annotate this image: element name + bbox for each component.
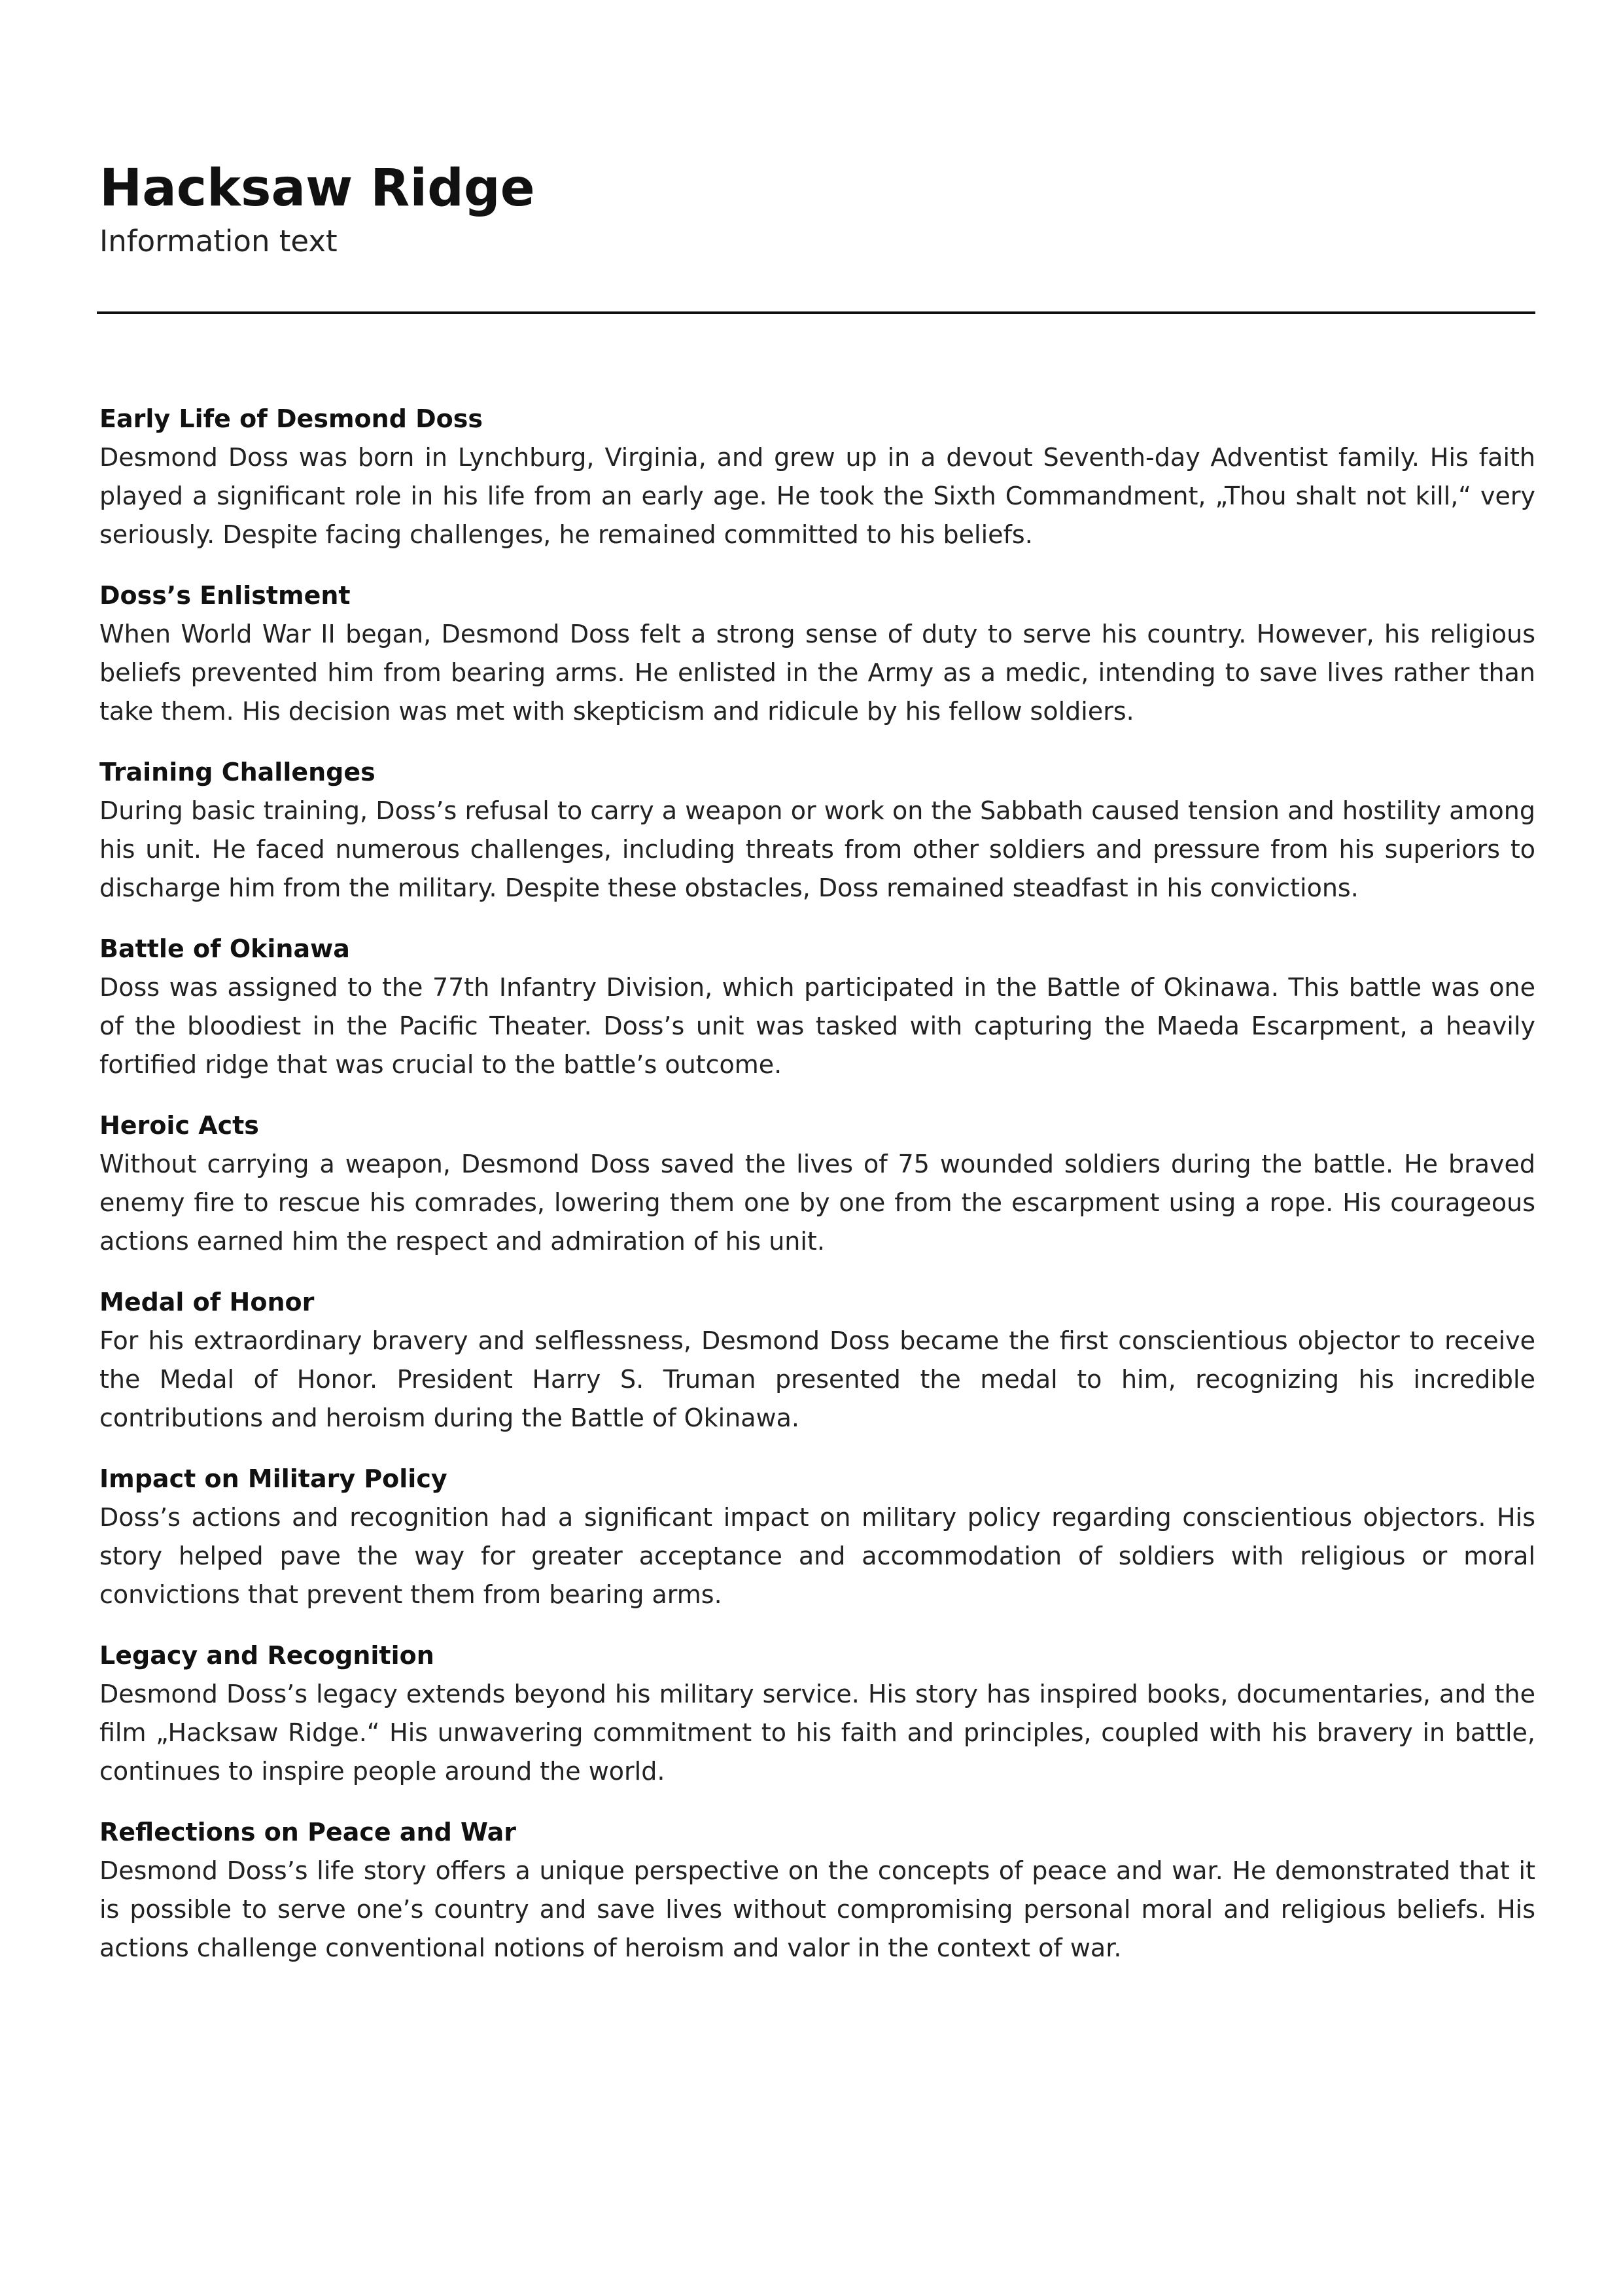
section-early-life xyxy=(99,400,1535,554)
section-heading: Medal of Honor xyxy=(99,1288,315,1316)
header-divider xyxy=(97,311,1535,314)
section-battle-of-okinawa xyxy=(99,930,1535,1084)
section-heading: Training Challenges xyxy=(99,758,375,786)
section-body: Desmond Doss was born in Lynchburg, Virginia, and grew up in a devout Seventh-day Adventist family. His faith played a significant role in his life from an early age. He took the Sixth Commandment, „Thou shalt not kill,“ very seriously. Despite facing challenges, he remained committed to his beliefs. xyxy=(99,443,1535,549)
section-heading: Early Life of Desmond Doss xyxy=(99,404,483,433)
section-heading: Reflections on Peace and War xyxy=(99,1818,516,1846)
section-body: Without carrying a weapon, Desmond Doss saved the lives of 75 wounded soldiers during the battle. He braved enemy fire to rescue his comrades, lowering them one by one from the escarpment using a rope. His courageous actions earned him the respect and admiration of his unit. xyxy=(99,1150,1535,1256)
section-legacy-and-recognition xyxy=(99,1636,1535,1791)
section-body: Doss’s actions and recognition had a significant impact on military policy regarding conscientious objectors. His story helped pave the way for greater acceptance and accommodation of soldiers with religious or moral convictions that prevent them from bearing arms. xyxy=(99,1503,1535,1609)
section-heading: Legacy and Recognition xyxy=(99,1641,434,1670)
document-header xyxy=(99,156,1539,262)
document-title: Hacksaw Ridge xyxy=(99,159,535,218)
section-reflections-on-peace-and-war xyxy=(99,1813,1535,1968)
section-heading: Impact on Military Policy xyxy=(99,1464,447,1493)
section-heading: Doss’s Enlistment xyxy=(99,581,351,610)
section-training-challenges xyxy=(99,753,1535,908)
document-subtitle: Information text xyxy=(99,224,338,258)
document-content xyxy=(99,400,1535,1990)
section-medal-of-honor xyxy=(99,1283,1535,1438)
section-heroic-acts xyxy=(99,1106,1535,1261)
section-heading: Heroic Acts xyxy=(99,1111,259,1140)
section-heading: Battle of Okinawa xyxy=(99,934,350,963)
section-body: Desmond Doss’s legacy extends beyond his military service. His story has inspired books, documentaries, and the film „Hacksaw Ridge.“ His unwavering commitment to his faith and principles, coupled with his bravery in battle, continues to inspire people around the world. xyxy=(99,1680,1535,1786)
section-body: Desmond Doss’s life story offers a unique perspective on the concepts of peace and war. He demonstrated that it is possible to serve one’s country and save lives without compromising personal moral and religious beliefs. His actions challenge conventional notions of heroism and valor in the context of war. xyxy=(99,1856,1535,1962)
section-impact-on-military-policy xyxy=(99,1460,1535,1614)
section-enlistment xyxy=(99,576,1535,731)
section-body: During basic training, Doss’s refusal to carry a weapon or work on the Sabbath caused tension and hostility among his unit. He faced numerous challenges, including threats from other soldiers and pressure from his superiors to discharge him from the military. Despite these obstacles, Doss remained steadfast in his convictions. xyxy=(99,796,1535,902)
section-body: When World War II began, Desmond Doss felt a strong sense of duty to serve his country. However, his religious beliefs prevented him from bearing arms. He enlisted in the Army as a medic, intending to save lives rather than take them. His decision was met with skepticism and ridicule by his fellow soldiers. xyxy=(99,620,1535,726)
section-body: For his extraordinary bravery and selflessness, Desmond Doss became the first conscientious objector to receive the Medal of Honor. President Harry S. Truman presented the medal to him, recognizing his incredible contributions and heroism during the Battle of Okinawa. xyxy=(99,1326,1535,1432)
section-body: Doss was assigned to the 77th Infantry Division, which participated in the Battle of Okinawa. This battle was one of the bloodiest in the Pacific Theater. Doss’s unit was tasked with capturing the Maeda Escarpment, a heavily fortified ridge that was crucial to the battle’s outcome. xyxy=(99,973,1535,1079)
